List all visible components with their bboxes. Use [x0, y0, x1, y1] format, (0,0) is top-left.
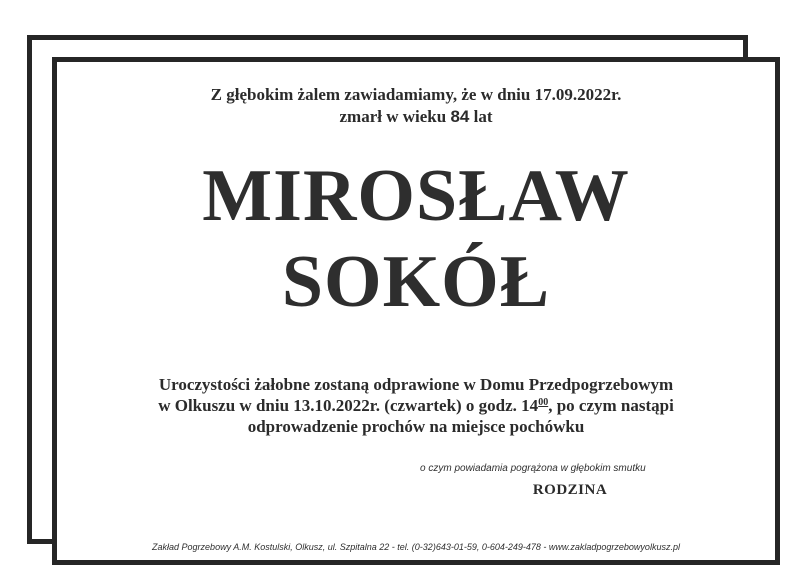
deceased-first-name: MIROSŁAW [202, 155, 630, 237]
ceremony-info [52, 374, 780, 437]
age-prefix: zmarł w wieku [339, 107, 447, 126]
ceremony-line-2-suffix: , po czym nastąpi [548, 396, 674, 415]
deceased-last-name: SOKÓŁ [281, 241, 551, 323]
ceremony-date-time: w Olkuszu w dniu 13.10.2022r. (czwartek) o godz. 14 [158, 396, 539, 415]
funeral-home-footer: Zakład Pogrzebowy A.M. Kostulski, Olkusz, ul. Szpitalna 22 - tel. (0-32)643-01-59, 0-604-249-478 - www.zakladpogrzebowyolkusz.pl [152, 542, 680, 552]
age-suffix: lat [473, 107, 493, 126]
announcement-line-2 [52, 106, 780, 128]
announcement [52, 84, 780, 128]
family-signature: RODZINA [532, 482, 608, 498]
ceremony-line-1: Uroczystości żałobne zostaną odprawione w Domu Przedpogrzebowym [158, 375, 674, 394]
age-value: 84 [450, 107, 470, 126]
closing-notice: o czym powiadamia pogrążona w głębokim smutku [420, 463, 646, 474]
ceremony-line-2 [52, 395, 780, 416]
announcement-line-1: Z głębokim żalem zawiadamiamy, że w dniu 17.09.2022r. [210, 85, 622, 104]
ceremony-time-minutes: 00 [538, 397, 549, 408]
ceremony-line-3: odprowadzenie prochów na miejsce pochówku [247, 417, 585, 436]
